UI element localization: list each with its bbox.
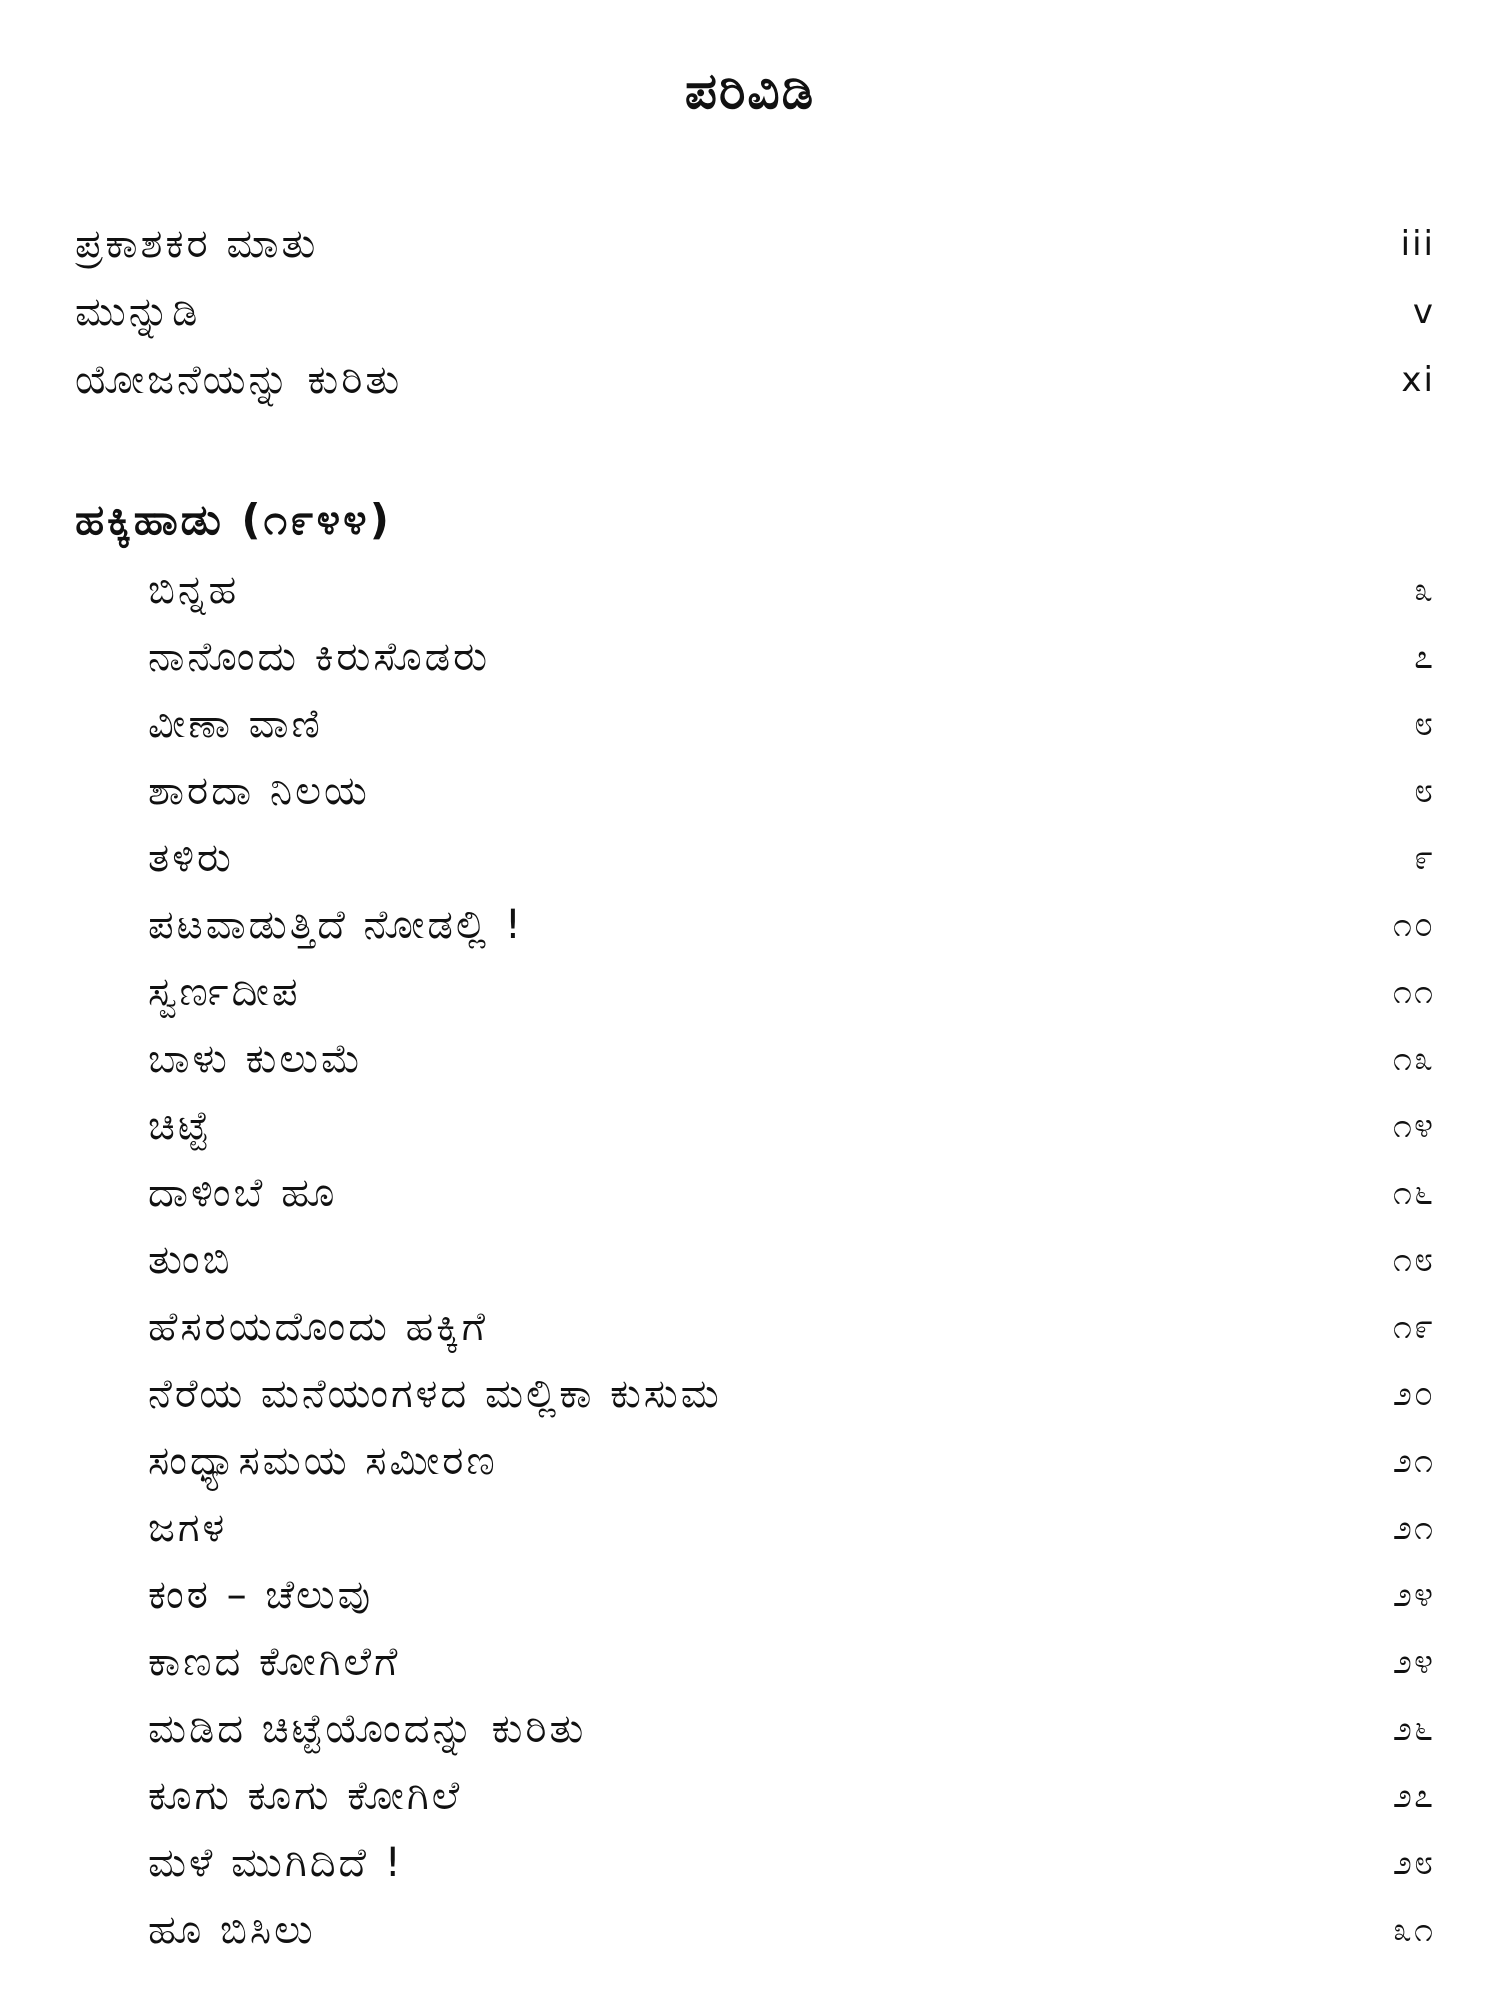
toc-entry-title: ಮಳೆ ಮುಗಿದಿದೆ ! [148, 1840, 404, 1886]
toc-entry-title: ಮುನ್ನುಡಿ [75, 289, 201, 335]
toc-entry [75, 214, 1435, 274]
toc-entry-title: ಕಾಣದ ಕೋಗಿಲೆಗೆ [148, 1639, 401, 1685]
toc-entry-title: ಯೋಜನೆಯನ್ನು ಕುರಿತು [75, 357, 403, 403]
toc-entry-page: ೧೪ [1392, 1106, 1435, 1146]
toc-entry-page: ೨೪ [1392, 1642, 1435, 1682]
toc-entry [148, 1565, 1435, 1625]
toc-entry-page: xi [1401, 360, 1435, 400]
toc-entry [148, 962, 1435, 1022]
toc-entry [148, 1699, 1435, 1759]
toc-entry-page: ೩ [1413, 570, 1435, 610]
page-title: ಪರಿವಿಡಿ [684, 62, 816, 120]
toc-entry-page: ೧೮ [1392, 1240, 1435, 1280]
toc-entry [148, 1297, 1435, 1357]
toc-entry [75, 350, 1435, 410]
toc-entry-title: ಮಡಿದ ಚಿಟ್ಟೆಯೊಂದನ್ನು ಕುರಿತು [148, 1706, 587, 1752]
toc-entry-title: ಪ್ರಕಾಶಕರ ಮಾತು [75, 221, 319, 267]
toc-entry-page: ೨೦ [1392, 1374, 1435, 1414]
toc-entry [148, 560, 1435, 620]
toc-entry-page: ೧೦ [1392, 905, 1435, 945]
toc-entry [148, 1833, 1435, 1893]
toc-entry-page: ೨೧ [1392, 1441, 1435, 1481]
toc-entry-page: ೯ [1413, 838, 1435, 878]
toc-entry-title: ತಳಿರು [148, 835, 234, 881]
toc-entry-title: ನೆರೆಯ ಮನೆಯಂಗಳದ ಮಲ್ಲಿಕಾ ಕುಸುಮ [148, 1371, 722, 1417]
toc-entry [148, 1364, 1435, 1424]
toc-entry-title: ಹೆಸರಯದೊಂದು ಹಕ್ಕಿಗೆ [148, 1304, 488, 1350]
toc-entry-page: ೨೮ [1392, 1843, 1435, 1883]
toc-entry-title: ಶಾರದಾ ನಿಲಯ [148, 768, 370, 814]
toc-entry-page: ೧೧ [1392, 972, 1435, 1012]
toc-entry-title: ಕೂಗು ಕೂಗು ಕೋಗಿಲೆ [148, 1773, 463, 1819]
toc-entry-title: ನಾನೊಂದು ಕಿರುಸೊಡರು [148, 634, 491, 680]
toc-entry [148, 895, 1435, 955]
toc-entry [148, 627, 1435, 687]
toc-entry-title: ಜಗಳ [148, 1505, 228, 1551]
toc-entry-page: v [1412, 292, 1435, 332]
toc-entry-page: ೨೪ [1392, 1575, 1435, 1615]
toc-entry-page: ೨೬ [1392, 1709, 1435, 1749]
toc-entry-title: ಬಾಳು ಕುಲುಮೆ [148, 1036, 364, 1082]
toc-entry-page: ೧೯ [1392, 1307, 1435, 1347]
toc-entry-title: ಹೂ ಬಿಸಿಲು [148, 1907, 316, 1953]
toc-entry-title: ಬಿನ್ನಹ [148, 567, 240, 613]
toc-entry-page: ೮ [1413, 704, 1435, 744]
toc-entry [148, 1029, 1435, 1089]
toc-entry-title: ಸಂಧ್ಯಾಸಮಯ ಸಮೀರಣ [148, 1438, 498, 1484]
toc-entry-title: ದಾಳಿಂಬೆ ಹೂ [148, 1170, 338, 1216]
toc-entry-title: ತುಂಬಿ [148, 1237, 233, 1283]
toc-entry-page: ೧೩ [1392, 1039, 1435, 1079]
toc-entry [148, 1163, 1435, 1223]
toc-entry-page: ೭ [1413, 637, 1435, 677]
toc-entry-title: ಪಟವಾಡುತ್ತಿದೆ ನೋಡಲ್ಲಿ ! [148, 902, 524, 948]
toc-entry-page: ೧೬ [1392, 1173, 1435, 1213]
toc-entry [148, 694, 1435, 754]
toc-entry [148, 1230, 1435, 1290]
toc-entry-title: ಸ್ವರ್ಣದೀಪ [148, 969, 301, 1015]
toc-entry [148, 1431, 1435, 1491]
toc-entry-title: ಕಂಠ – ಚೆಲುವು [148, 1572, 374, 1618]
toc-entry [148, 1498, 1435, 1558]
toc-entry-page: ೮ [1413, 771, 1435, 811]
toc-entry [148, 828, 1435, 888]
toc-entry-page: ೨೧ [1392, 1508, 1435, 1548]
toc-entry-title: ಚಿಟ್ಟೆ [148, 1103, 212, 1149]
toc-entry [148, 1096, 1435, 1156]
toc-entry [75, 282, 1435, 342]
toc-entry-page: ೩೧ [1392, 1910, 1435, 1950]
toc-entry [148, 1632, 1435, 1692]
toc-entry [148, 761, 1435, 821]
toc-entry-page: iii [1400, 224, 1435, 264]
toc-entry-page: ೨೭ [1392, 1776, 1435, 1816]
section-heading: ಹಕ್ಕಿಹಾಡು (೧೯೪೪) [75, 495, 392, 544]
toc-entry-title: ವೀಣಾ ವಾಣಿ [148, 701, 323, 747]
toc-entry [148, 1766, 1435, 1826]
toc-entry [148, 1900, 1435, 1960]
